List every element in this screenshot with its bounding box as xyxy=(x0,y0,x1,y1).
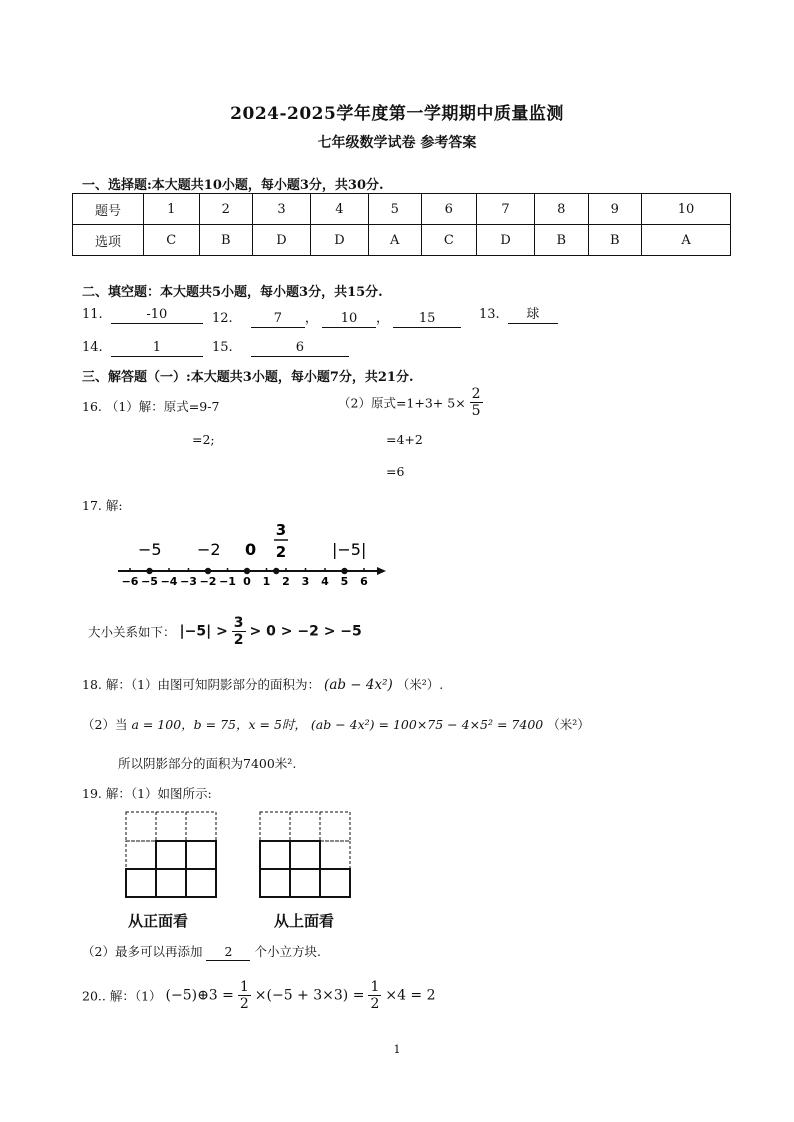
table-cell: 4 xyxy=(310,194,368,225)
compare-fraction xyxy=(232,616,246,647)
q16-part2-line2: =4+2 xyxy=(386,432,423,447)
fraction-numerator: 1 xyxy=(239,979,249,995)
table-cell: D xyxy=(477,225,535,256)
q20-fraction xyxy=(368,980,381,1011)
table-cell: A xyxy=(368,225,421,256)
axis-tick-label: −6 xyxy=(121,575,139,588)
table-row xyxy=(73,225,731,256)
q20 xyxy=(82,980,436,1011)
q12-sep: ， xyxy=(304,311,318,326)
q11 xyxy=(82,307,203,324)
solid-cell xyxy=(290,869,320,897)
axis-tick-label: 4 xyxy=(321,575,329,588)
q16-part1-line2: =2; xyxy=(192,432,215,447)
table-cell: 3 xyxy=(253,194,311,225)
q13-label: 13. xyxy=(479,307,500,322)
table-cell: B xyxy=(535,225,589,256)
table-header-cell: 题号 xyxy=(73,194,144,225)
page-number: 1 xyxy=(393,1043,401,1056)
q18-line1-unit: （米²）. xyxy=(396,677,444,692)
q12-label: 12. xyxy=(212,311,233,326)
fraction-denominator: 2 xyxy=(370,996,380,1012)
dashed-row xyxy=(260,812,350,841)
solid-cell xyxy=(260,869,290,897)
q15-answer: 6 xyxy=(251,340,349,357)
top-view-grid xyxy=(258,810,354,900)
number-line-point xyxy=(205,568,211,574)
q18-line1-prefix: 18. 解：（1）由图可知阴影部分的面积为： xyxy=(82,677,321,692)
front-view-label: 从正面看 xyxy=(128,912,189,930)
table-cell: B xyxy=(588,225,642,256)
q19-line2 xyxy=(82,942,321,961)
q13-answer: 球 xyxy=(508,307,558,324)
table-cell: 9 xyxy=(588,194,642,225)
q12-sep: ， xyxy=(375,311,389,326)
axis-tick-label: −2 xyxy=(199,575,217,588)
q18-line1-expr: (ab − 4x²) xyxy=(324,677,393,693)
label-abs-neg5: |−5| xyxy=(332,540,367,559)
q18-line3: 所以阴影部分的面积为7400米². xyxy=(118,756,297,771)
table-cell: 5 xyxy=(368,194,421,225)
table-row xyxy=(73,194,731,225)
section-3-heading: 三、解答题（一）:本大题共3小题，每小题7分，共21分. xyxy=(82,370,414,385)
q15 xyxy=(212,340,349,357)
q16-part2-line3: =6 xyxy=(386,464,405,479)
number-line-point xyxy=(244,568,250,574)
fraction-numerator: 2 xyxy=(471,386,481,402)
q19-line2-prefix: （2）最多可以再添加 xyxy=(82,944,203,959)
q13 xyxy=(479,307,558,324)
table-cell: C xyxy=(421,225,477,256)
q17-compare xyxy=(88,616,362,647)
document-subtitle: 七年级数学试卷 参考答案 xyxy=(317,135,477,151)
q14 xyxy=(82,340,203,357)
table-cell: D xyxy=(310,225,368,256)
table-cell: B xyxy=(199,225,253,256)
q11-label: 11. xyxy=(82,307,103,322)
fraction-denominator: 2 xyxy=(233,632,244,648)
table-cell: A xyxy=(642,225,731,256)
solid-cell xyxy=(320,869,350,897)
axis-arrow-icon xyxy=(377,567,386,575)
q16-fraction xyxy=(470,387,483,418)
fraction-denominator: 5 xyxy=(471,403,481,419)
label-frac-num: 3 xyxy=(275,521,287,539)
q19-line1: 19. 解：（1）如图所示: xyxy=(82,786,212,801)
axis-tick-label: −4 xyxy=(160,575,178,588)
dashed-row xyxy=(126,812,216,841)
number-line-point xyxy=(146,568,152,574)
q20-expr-b: ×(−5 + 3×3) = xyxy=(254,987,365,1004)
table-cell: C xyxy=(144,225,200,256)
dashed-cell xyxy=(126,841,156,869)
fraction-denominator: 2 xyxy=(239,996,249,1012)
label-frac-den: 2 xyxy=(275,543,287,561)
compare-b: > 0 > −2 > −5 xyxy=(249,623,362,640)
fraction-numerator: 1 xyxy=(370,979,380,995)
number-line-point xyxy=(273,568,279,574)
label-neg5: −5 xyxy=(138,540,162,559)
q20-fraction xyxy=(238,980,251,1011)
fraction-numerator: 3 xyxy=(233,615,244,631)
solid-cell xyxy=(126,869,156,897)
dashed-cell xyxy=(320,841,350,869)
solid-cell xyxy=(186,869,216,897)
table-header-cell: 选项 xyxy=(73,225,144,256)
number-line-point xyxy=(341,568,347,574)
axis-tick-label: 5 xyxy=(340,575,349,588)
answer-table xyxy=(72,193,731,256)
document-title: 2024-2025学年度第一学期期中质量监测 xyxy=(230,104,564,124)
front-view-grid xyxy=(124,810,220,900)
label-neg2: −2 xyxy=(197,540,221,559)
axis-tick-label: 3 xyxy=(301,575,310,588)
q15-label: 15. xyxy=(212,340,233,355)
table-cell: 10 xyxy=(642,194,731,225)
solid-cell xyxy=(156,869,186,897)
q17-label: 17. 解: xyxy=(82,498,123,513)
q11-answer: -10 xyxy=(111,307,203,324)
q16-part2-prefix: （2）原式=1+3+ 5× xyxy=(338,395,466,411)
q12 xyxy=(212,307,461,328)
q18-line2-unit: （米²） xyxy=(547,717,590,732)
table-cell: 8 xyxy=(535,194,589,225)
section-2-heading: 二、填空题：本大题共5小题，每小题3分，共15分. xyxy=(82,285,383,300)
solid-cell xyxy=(290,841,320,869)
table-cell: 7 xyxy=(477,194,535,225)
q14-label: 14. xyxy=(82,340,103,355)
axis-tick-label: 2 xyxy=(282,575,290,588)
q12-answer-2: 10 xyxy=(322,311,376,328)
q14-answer: 1 xyxy=(111,340,203,357)
q20-expr-c: ×4 = 2 xyxy=(385,987,436,1004)
table-cell: 1 xyxy=(144,194,200,225)
table-cell: 6 xyxy=(421,194,477,225)
axis-tick-label: 0 xyxy=(243,575,251,588)
table-cell: D xyxy=(253,225,311,256)
section-1-heading: 一、选择题:本大题共10小题，每小题3分，共30分. xyxy=(82,178,384,193)
q16-part1-line1: 16. （1）解：原式=9-7 xyxy=(82,399,220,414)
compare-a: |−5| > xyxy=(179,623,228,640)
label-zero: 0 xyxy=(245,540,257,559)
q20-prefix: 20.. 解：（1） xyxy=(82,988,162,1004)
solid-cell xyxy=(260,841,290,869)
axis-tick-label: 1 xyxy=(262,575,271,588)
q20-expr-a: (−5)⊕3 = xyxy=(165,987,234,1004)
q12-answer-3: 15 xyxy=(393,311,461,328)
q19-answer: 2 xyxy=(206,944,250,961)
solid-cell xyxy=(156,841,186,869)
q18-line2 xyxy=(82,715,590,733)
q18-line1 xyxy=(82,675,443,693)
q18-line2-prefix: （2）当 xyxy=(82,717,128,732)
q12-answer-1: 7 xyxy=(251,311,305,328)
number-line xyxy=(110,520,400,590)
table-cell: 2 xyxy=(199,194,253,225)
axis-tick-label: −5 xyxy=(141,575,158,588)
q18-line2-vars: a = 100，b = 75，x = 5时， xyxy=(131,717,307,732)
axis-tick-label: −3 xyxy=(180,575,197,588)
q16-part2-line1 xyxy=(338,387,483,418)
solid-cell xyxy=(186,841,216,869)
axis-tick-label: −1 xyxy=(219,575,236,588)
compare-prefix: 大小关系如下： xyxy=(88,624,176,640)
axis-tick-label: 6 xyxy=(360,575,368,588)
q19-line2-suffix: 个小立方块. xyxy=(254,944,321,959)
top-view-label: 从上面看 xyxy=(274,912,335,930)
q18-line2-expr: (ab − 4x²) = 100×75 − 4×5² = 7400 xyxy=(310,717,544,732)
